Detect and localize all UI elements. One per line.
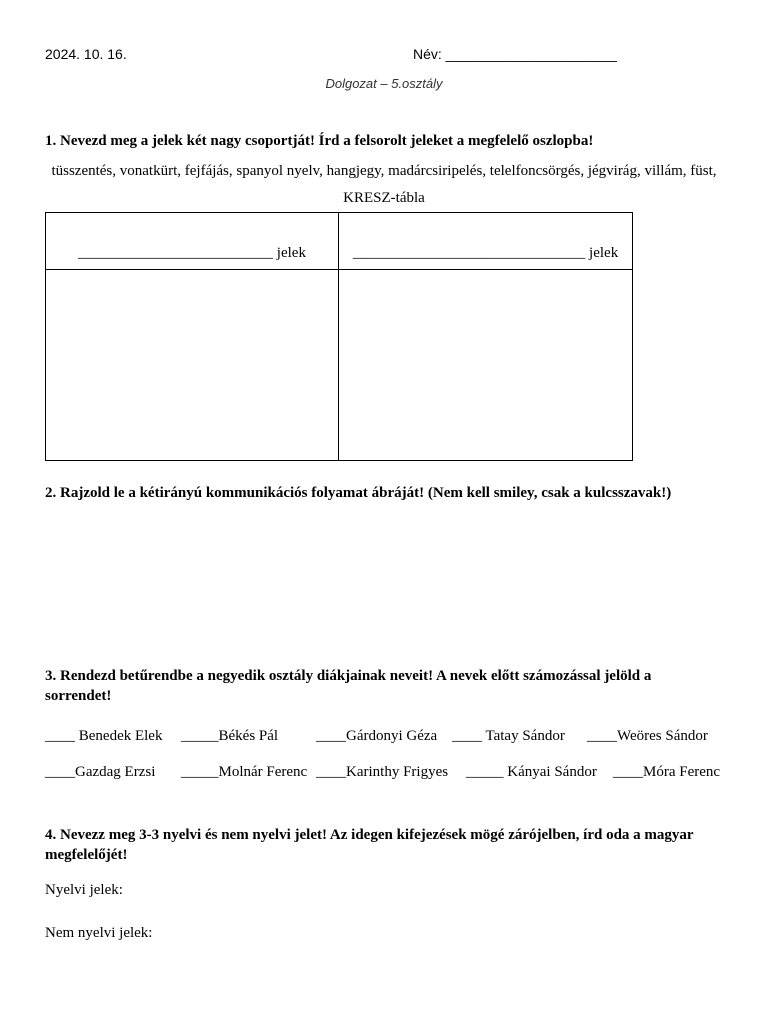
question-4-title-line-2: megfelelőjét! <box>45 847 128 863</box>
name-item: ____Weöres Sándor <box>587 728 708 744</box>
table-answer-cell-1[interactable] <box>46 270 339 461</box>
question-4-title <box>45 825 722 865</box>
name-item: ____ Tatay Sándor <box>452 728 565 744</box>
nyelvi-jelek-label: Nyelvi jelek: <box>45 882 123 898</box>
question-3-title: 3. Rendezd betűrendbe a negyedik osztály diákjainak neveit! A nevek előtt számozással jelöld a sorrendet! <box>45 668 652 704</box>
name-item: ____ Benedek Elek <box>45 728 163 744</box>
table-header-col-1[interactable]: __________________________ jelek <box>46 213 339 270</box>
sorting-table <box>45 212 633 461</box>
name-item: ____Gárdonyi Géza <box>316 728 438 744</box>
name-item: _____ Kányai Sándor <box>466 764 597 780</box>
question-1-word-list: tüsszentés, vonatkürt, fejfájás, spanyol nyelv, hangjegy, madárcsiripelés, telelfoncsörgés, jégvirág, villám, füst, KRESZ-tábla <box>51 163 717 206</box>
name-item: _____Békés Pál <box>181 728 279 744</box>
nem-nyelvi-jelek-label: Nem nyelvi jelek: <box>45 925 153 941</box>
name-item: _____Molnár Ferenc <box>181 764 308 780</box>
name-item: ____Karinthy Frigyes <box>316 764 449 780</box>
name-item: ____Gazdag Erzsi <box>45 764 156 780</box>
name-field-label: Név: ______________________ <box>413 46 617 62</box>
question-4-title-line-1: 4. Nevezz meg 3-3 nyelvi és nem nyelvi jelet! Az idegen kifejezések mögé zárójelben, írd oda a magyar <box>45 827 694 843</box>
question-2-title: 2. Rajzold le a kétirányú kommunikációs folyamat ábráját! (Nem kell smiley, csak a kulcsszavak!) <box>45 485 672 501</box>
table-answer-cell-2[interactable] <box>339 270 633 461</box>
date: 2024. 10. 16. <box>45 46 127 62</box>
name-item: ____Móra Ferenc <box>613 764 721 780</box>
table-header-col-2[interactable]: _______________________________ jelek <box>339 213 633 270</box>
page-subtitle: Dolgozat – 5.osztály <box>325 76 443 91</box>
question-1-title: 1. Nevezd meg a jelek két nagy csoportját! Írd a felsorolt jeleket a megfelelő oszlopba! <box>45 133 594 149</box>
